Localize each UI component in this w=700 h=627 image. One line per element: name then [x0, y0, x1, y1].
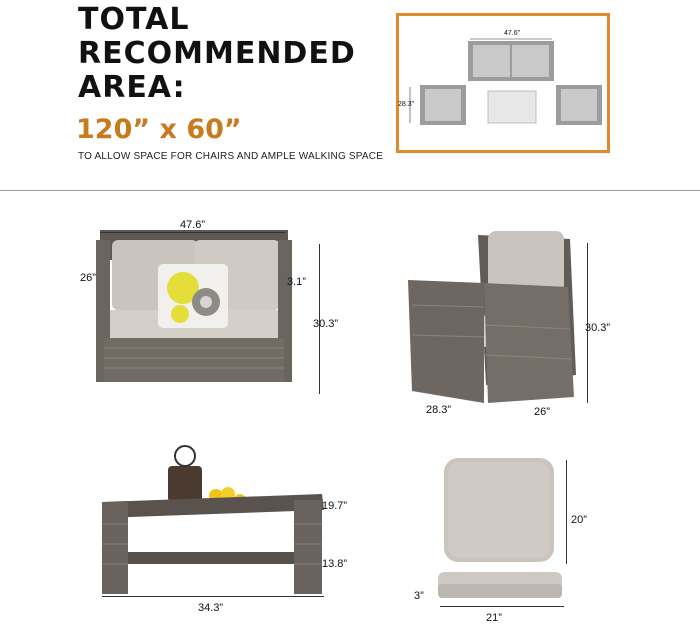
loveseat-cushion-label: 3.1” [287, 276, 306, 288]
armchair-depth-label: 28.3” [426, 404, 452, 416]
coffee-table-top-label: 19.7” [322, 500, 348, 512]
cushion-thickness-label: 3” [414, 590, 424, 602]
diagram-chair-depth: 28.3” [398, 101, 414, 108]
headline-recommended: RECOMMENDED [78, 36, 356, 71]
loveseat-width-label: 47.6” [180, 219, 206, 231]
armchair-illustration [400, 225, 590, 405]
area-value: 120” x 60” [76, 114, 242, 145]
cushion-height-line [566, 460, 567, 564]
cushion-height-label: 20” [571, 514, 587, 526]
loveseat-height-label: 30.3” [313, 318, 339, 330]
cushion-width-label: 21” [486, 612, 502, 624]
coffee-table-shelf-label: 13.8” [322, 558, 348, 570]
layout-diagram [396, 13, 610, 153]
cushion-width-line [440, 606, 564, 607]
cushion-illustration [432, 454, 568, 604]
coffee-table-width-line [102, 596, 324, 597]
area-note: TO ALLOW SPACE FOR CHAIRS AND AMPLE WALKING SPACE [78, 151, 384, 162]
loveseat-depth-label: 26” [80, 272, 96, 284]
headline-area: AREA: [78, 70, 186, 105]
loveseat-illustration [70, 230, 310, 400]
armchair-height-label: 30.3” [585, 322, 611, 334]
loveseat-width-line [100, 232, 285, 233]
diagram-sofa-width: 47.6” [504, 30, 520, 37]
coffee-table-illustration [96, 444, 328, 604]
armchair-width-label: 26” [534, 406, 550, 418]
coffee-table-width-label: 34.3” [198, 602, 224, 614]
headline-total: TOTAL [78, 2, 190, 37]
section-divider [0, 190, 700, 191]
